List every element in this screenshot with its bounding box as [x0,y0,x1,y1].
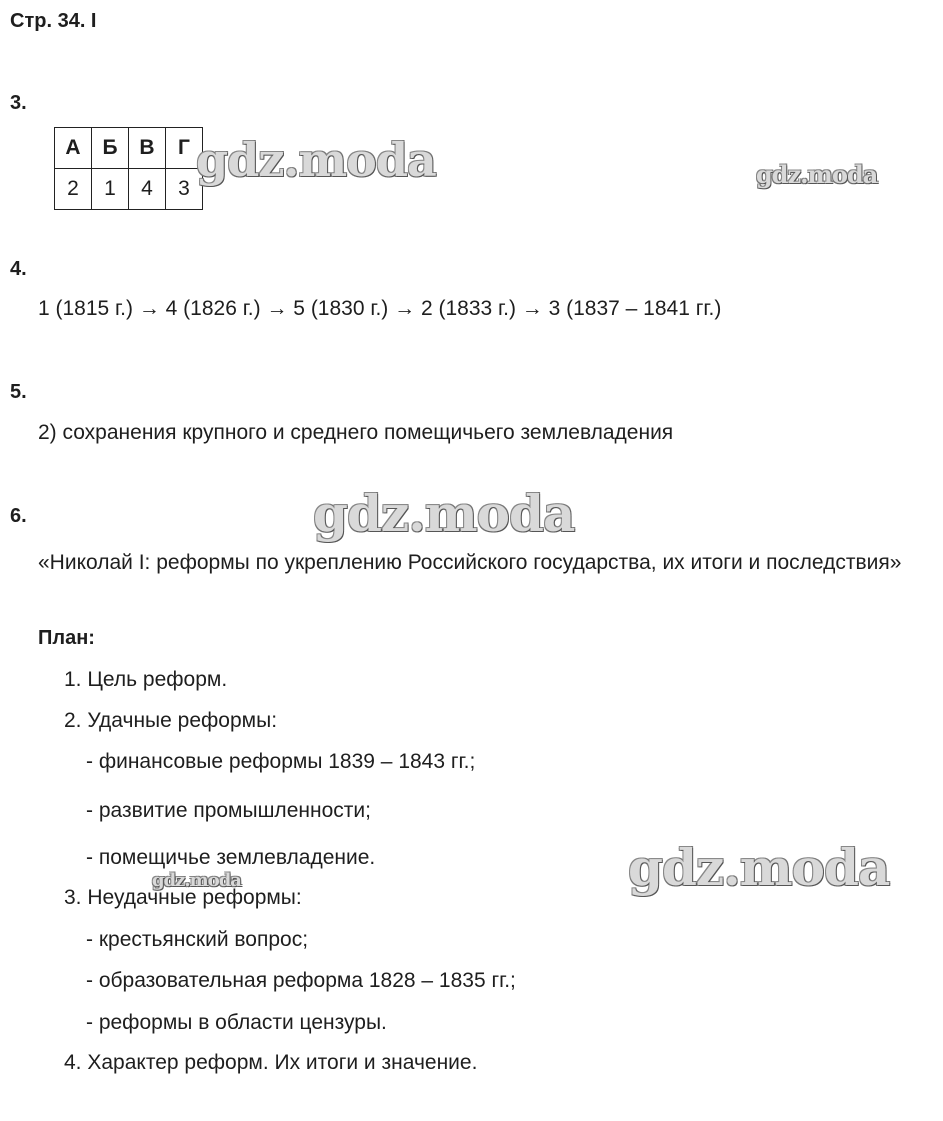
plan-item: 1. Цель реформ. [64,668,228,691]
watermark: gdz.moda [313,484,575,543]
watermark: gdz.moda [152,870,241,891]
table-value-cell: 4 [129,169,166,210]
plan-subitem: - помещичье землевладение. [86,846,376,869]
plan-item: 2. Удачные реформы: [64,709,278,732]
plan-subitem: - образовательная реформа 1828 – 1835 гг.; [86,969,516,992]
table-header-cell: Г [166,128,203,169]
table-value-cell: 3 [166,169,203,210]
task-5-answer: 2) сохранения крупного и среднего помещичьего землевладения [38,421,674,444]
plan-subitem: - реформы в области цензуры. [86,1011,387,1034]
plan-item: 4. Характер реформ. Их итоги и значение. [64,1051,478,1074]
answer-table-value-row [55,169,203,210]
watermark: gdz.moda [628,838,890,897]
watermark: gdz.moda [756,160,878,189]
table-header-cell: А [55,128,92,169]
plan-subitem: - крестьянский вопрос; [86,928,309,951]
task-4-answer: 1 (1815 г.) → 4 (1826 г.) → 5 (1830 г.) → 2 (1833 г.) → 3 (1837 – 1841 гг.) [38,297,722,320]
table-value-cell: 1 [92,169,129,210]
task-6-number: 6. [10,505,27,527]
table-header-cell: Б [92,128,129,169]
plan-subitem: - финансовые реформы 1839 – 1843 гг.; [86,750,476,773]
plan-item: 3. Неудачные реформы: [64,886,302,909]
task-3-number: 3. [10,92,27,114]
answer-table-header-row [55,128,203,169]
table-value-cell: 2 [55,169,92,210]
plan-label: План: [38,627,95,649]
task-5-number: 5. [10,381,27,403]
page-header: Стр. 34. I [10,10,97,32]
task-4-number: 4. [10,258,27,280]
task-6-topic: «Николай I: реформы по укреплению Российского государства, их итоги и последствия» [38,551,902,574]
plan-subitem: - развитие промышленности; [86,799,371,822]
answer-table [54,127,203,210]
watermark: gdz.moda [196,133,436,187]
table-header-cell: В [129,128,166,169]
